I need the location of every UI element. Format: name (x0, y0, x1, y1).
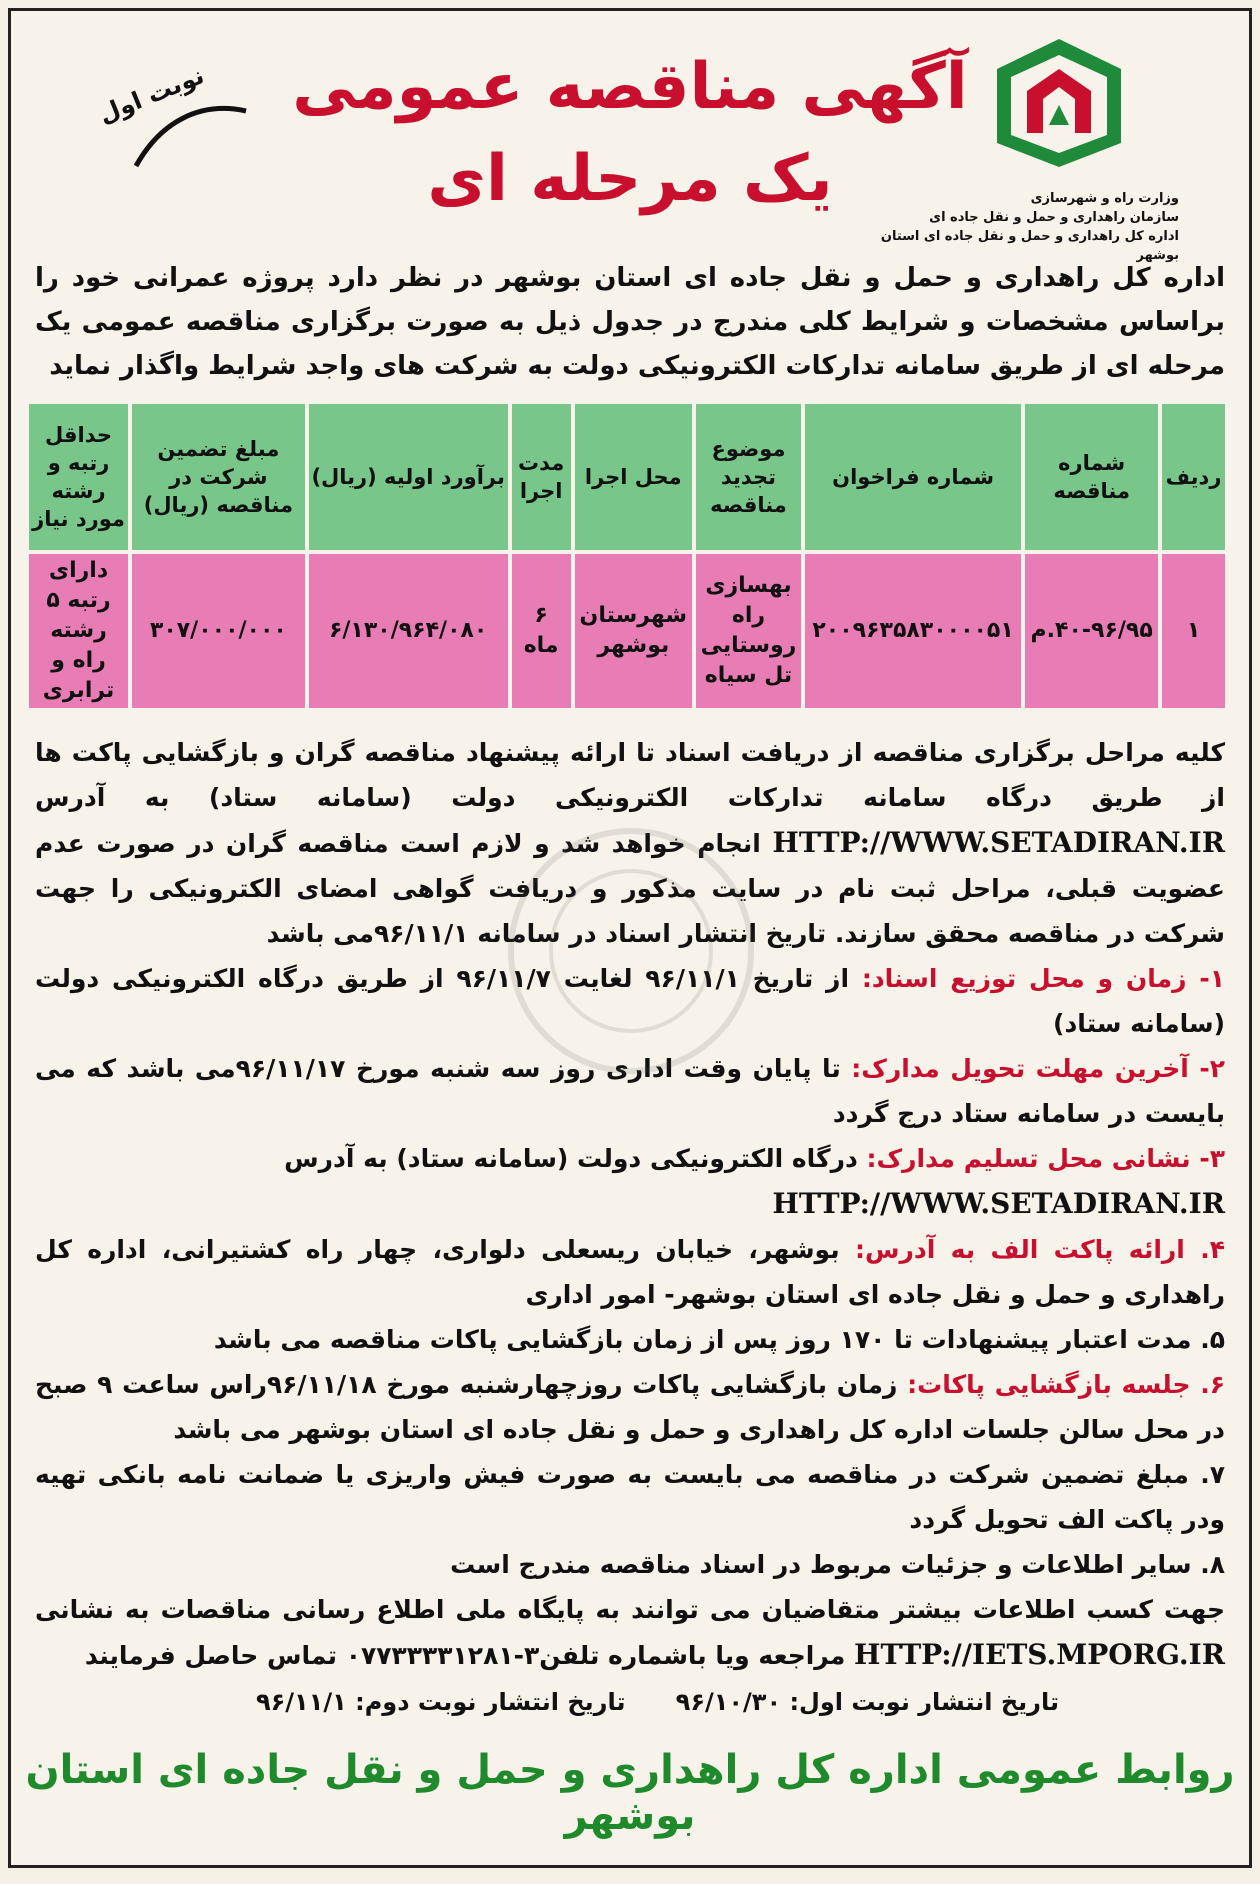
contact-text-b: مراجعه ویا باشماره تلفن۳-۰۷۷۳۳۳۳۱۲۸۱ تماس حاصل فرمایند (84, 1641, 846, 1670)
cell-estimate: ۶/۱۳۰/۹۶۴/۰۸۰ (309, 554, 508, 708)
iets-link[interactable]: HTTP://IETS.MPORG.IR (854, 1638, 1225, 1671)
setadiran-link[interactable]: HTTP://WWW.SETADIRAN.IR (772, 826, 1225, 859)
cell-tender-number: ۴۰-۹۶/۹۵.م (1025, 554, 1158, 708)
tender-notice (8, 8, 1252, 1868)
item-2 (35, 1046, 1225, 1136)
cell-grade: دارای رتبه ۵ رشته راه و ترابری (29, 554, 128, 708)
badge-swoosh-icon (131, 81, 251, 171)
item-4-label: ۴. ارائه پاکت الف به آدرس: (854, 1235, 1225, 1264)
header-cell-estimate: برآورد اولیه (ریال) (309, 404, 508, 550)
item-5: ۵. مدت اعتبار پیشنهادات تا ۱۷۰ روز پس از زمان بازگشایی پاکات مناقصه می باشد (213, 1325, 1225, 1354)
item-3-link[interactable]: HTTP://WWW.SETADIRAN.IR (772, 1187, 1225, 1220)
header-cell-location: محل اجرا (575, 404, 692, 550)
header-cell-guarantee: مبلغ تضمین شرکت در مناقصه (ریال) (132, 404, 305, 550)
first-publication-date: تاریخ انتشار نوبت اول: ۹۶/۱۰/۳۰ (675, 1688, 1059, 1716)
item-1-text: از تاریخ ۹۶/۱۱/۱ لغایت ۹۶/۱۱/۷ از طریق درگاه الکترونیکی دولت (سامانه ستاد) (35, 964, 1225, 1038)
cell-call-number: ۲۰۰۹۶۳۵۸۳۰۰۰۰۵۱ (805, 554, 1021, 708)
table-header-row (29, 404, 1225, 550)
item-7: ۷. مبلغ تضمین شرکت در مناقصه می بایست به صورت فیش واریزی یا ضمانت نامه بانکی تهیه ودر پاکت الف تحویل گردد (35, 1460, 1225, 1534)
cell-duration: ۶ ماه (512, 554, 571, 708)
item-4 (35, 1227, 1225, 1317)
cell-guarantee: ۳۰۷/۰۰۰/۰۰۰ (132, 554, 305, 708)
general-text-b: انجام خواهد شد و لازم است مناقصه گران در صورت عدم عضویت قبلی، مراحل ثبت نام در سایت مذکور و دریافت گواهی امضای الکترونیکی را جهت شرکت در مناقصه محقق سازند. تاریخ انتشار اسناد در سامانه ۹۶/۱۱/۱می باشد (35, 829, 1225, 948)
intro-paragraph: اداره کل راهداری و حمل و نقل جاده ای استان بوشهر در نظر دارد پروژه عمرانی خود را براساس مشخصات و شرایط کلی مندرج در جدول ذیل به صورت برگزاری مناقصه عمومی یک مرحله ای از طریق سامانه تدارکات الکترونیکی دولت به شرکت های واجد شرایط واگذار نماید (35, 263, 1225, 381)
item-6-label: ۶. جلسه بازگشایی پاکات: (907, 1370, 1225, 1399)
cell-subject: بهسازی راه روستایی تل سیاه (696, 554, 801, 708)
contact-paragraph (35, 1587, 1225, 1678)
notice-body (11, 712, 1249, 1678)
header-cell-tender-number: شماره مناقصه (1025, 404, 1158, 550)
cell-location: شهرستان بوشهر (575, 554, 692, 708)
header-cell-grade: حداقل رتبه و رشته مورد نیاز (29, 404, 128, 550)
item-1 (35, 956, 1225, 1046)
general-paragraph (35, 730, 1225, 956)
org-line-office: اداره کل راهداری و حمل و نقل جاده ای استان بوشهر (880, 229, 1179, 263)
header-cell-duration: مدت اجرا (512, 404, 571, 550)
header-cell-subject: موضوع تجدید مناقصه (696, 404, 801, 550)
item-3 (35, 1136, 1225, 1181)
second-publication-date: تاریخ انتشار نوبت دوم: ۹۶/۱۱/۱ (255, 1688, 626, 1716)
round-badge: نوبت اول (94, 61, 209, 129)
publication-dates (11, 1678, 1249, 1716)
cell-row: ۱ (1162, 554, 1225, 708)
item-8: ۸. سایر اطلاعات و جزئیات مربوط در اسناد مناقصه مندرج است (450, 1550, 1225, 1579)
item-6-text: زمان بازگشایی پاکات روزچهارشنبه مورخ ۹۶/۱۱/۱۸راس ساعت ۹ صبح در محل سالن جلسات اداره کل راهداری و حمل و نقل جاده ای استان بوشهر می باشد (35, 1370, 1225, 1444)
general-text-a: کلیه مراحل برگزاری مناقصه از دریافت اسناد تا ارائه پیشنهاد مناقصه گران و بازگشایی پاکت ها از طریق درگاه سامانه تدارکات الکترونیکی دولت (سامانه ستاد) به آدرس (35, 738, 1225, 812)
table-row (29, 554, 1225, 708)
title-line-2: یک مرحله ای (427, 142, 833, 216)
item-3-label: ۳- نشانی محل تسلیم مدارک: (866, 1144, 1225, 1173)
item-3-url-line (35, 1181, 1225, 1227)
org-line-organization: سازمان راهداری و حمل و نقل جاده ای (929, 210, 1179, 225)
public-relations-footer: روابط عمومی اداره کل راهداری و حمل و نقل جاده ای استان بوشهر (25, 1747, 1235, 1839)
tender-table (25, 400, 1229, 712)
item-6 (35, 1362, 1225, 1452)
contact-text-a: جهت کسب اطلاعات بیشتر متقاضیان می توانند به پایگاه ملی اطلاع رسانی مناقصات به نشانی (35, 1595, 1225, 1624)
item-4-text: بوشهر، خیابان ریسعلی دلواری، چهار راه کشتیرانی، اداره کل راهداری و حمل و نقل جاده ای استان بوشهر- امور اداری (35, 1235, 1225, 1309)
item-2-text: تا پایان وقت اداری روز سه شنبه مورخ ۹۶/۱۱/۱۷می باشد که می بایست در سامانه ستاد درج گردد (35, 1054, 1225, 1128)
item-3-text: درگاه الکترونیکی دولت (سامانه ستاد) به آدرس (284, 1144, 858, 1173)
notice-header (11, 11, 1249, 263)
item-2-label: ۲- آخرین مهلت تحویل مدارک: (851, 1054, 1225, 1083)
item-1-label: ۱- زمان و محل توزیع اسناد: (861, 964, 1225, 993)
header-cell-call-number: شماره فراخوان (805, 404, 1021, 550)
title-line-1: آگهی مناقصه عمومی (292, 50, 968, 124)
org-line-ministry: وزارت راه و شهرسازی (1030, 191, 1179, 206)
header-cell-row: ردیف (1162, 404, 1225, 550)
